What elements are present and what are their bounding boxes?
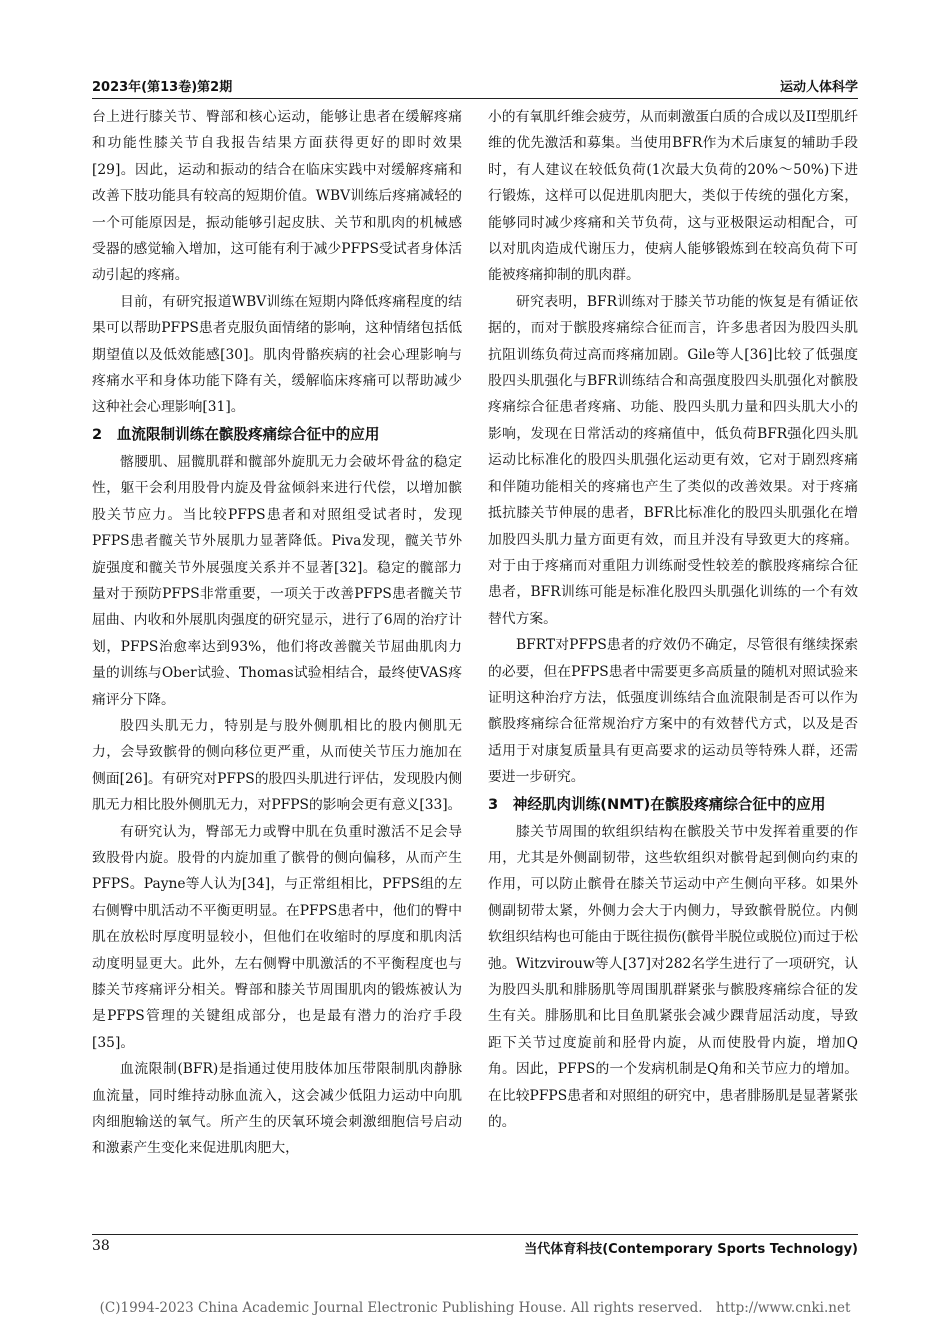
paragraph: 小的有氧肌纤维会疲劳，从而刺激蛋白质的合成以及II型肌纤维的优先激活和募集。当使用BFR作为术后康复的辅助手段时，有人建议在较低负荷(1次最大负荷的20%～50%)下进行锻炼，这样可以促进肌肉肥大，类似于传统的强化方案，能够同时减少疼痛和关节负荷，这与亚极限运动相配合，可以对肌肉造成代谢压力，使病人能够锻炼到在较高负荷下可能被疼痛抑制的肌肉群。 bbox=[488, 109, 858, 284]
running-header bbox=[92, 76, 858, 98]
paragraph: 膝关节周围的软组织结构在髌股关节中发挥着重要的作用，尤其是外侧副韧带，这些软组织对髌骨起到侧向约束的作用，可以防止髌骨在膝关节运动中产生侧向平移。如果外侧副韧带太紧，外侧力会大于内侧力，导致髌骨脱位。内侧软组织结构也可能由于既往损伤(髌骨半脱位或脱位)而过于松弛。Witzvirouw等人[37]对282名学生进行了一项研究，认为股四头肌和腓肠肌等周围肌群紧张与髌股疼痛综合征的发生有关。腓肠肌和比目鱼肌紧张会减少踝背屈活动度，导致距下关节过度旋前和胫骨内旋，从而使股骨内旋，增加Q角。因此，PFPS的一个发病机制是Q角和关节应力的增加。在比较PFPS患者和对照组的研究中，患者腓肠肌是显著紧张的。 bbox=[488, 823, 858, 1131]
paragraph: 台上进行膝关节、臀部和核心运动，能够让患者在缓解疼痛和功能性膝关节自我报告结果方面获得更好的即时效果[29]。因此，运动和振动的结合在临床实践中对缓解疼痛和改善下肢功能具有较高的短期价值。WBV训练后疼痛减轻的一个可能原因是，振动能够引起皮肤、关节和肌肉的机械感受器的感觉输入增加，这可能有利于减少PFPS受试者身体活动引起的疼痛。 bbox=[92, 109, 462, 284]
section-heading-2: 2 血流限制训练在髌股疼痛综合征中的应用 bbox=[92, 425, 380, 443]
journal-name: 当代体育科技(Contemporary Sports Technology) bbox=[524, 1242, 858, 1257]
section-title: 运动人体科学 bbox=[779, 80, 858, 95]
paragraph: 血流限制(BFR)是指通过使用肢体加压带限制肌肉静脉血流量，同时维持动脉血流入，这会减少低阻力运动中向肌肉细胞输送的氧气。所产生的厌氧环境会刺激细胞信号启动和激素产生变化来促进肌肉肥大， bbox=[92, 1061, 462, 1157]
paragraph: BFRT对PFPS患者的疗效仍不确定，尽管很有继续探索的必要，但在PFPS患者中需要更多高质量的随机对照试验来证明这种治疗方法，低强度训练结合血流限制是否可以作为髌股疼痛综合征常规治疗方案中的有效替代方式，以及是否适用于对康复质量具有更高要求的运动员等特殊人群，还需要进一步研究。 bbox=[488, 637, 858, 786]
paragraph: 研究表明，BFR训练对于膝关节功能的恢复是有循证依据的，而对于髌股疼痛综合征而言，许多患者因为股四头肌抗阻训练负荷过高而疼痛加剧。Gile等人[36]比较了低强度股四头肌强化与BFR训练结合和高强度股四头肌强化对髌股疼痛综合征患者疼痛、功能、股四头肌力量和四头肌大小的影响，发现在日常活动的疼痛值中，低负荷BFR强化四头肌运动比标准化的股四头肌强化运动更有效，它对于剧烈疼痛和伴随功能相关的疼痛也产生了类似的改善效果。对于疼痛抵抗膝关节伸展的患者，BFR比标准化的股四头肌强化在增加股四头肌力量方面更有效，而且并没有导致更大的疼痛。对于由于疼痛而对重阻力训练耐受性较差的髌股疼痛综合征患者，BFR训练可能是标准化股四头肌强化训练的一个有效替代方案。 bbox=[488, 293, 858, 627]
page-number: 38 bbox=[92, 1238, 110, 1254]
footer-rule bbox=[92, 1234, 858, 1235]
paragraph: 髂腰肌、屈髋肌群和髋部外旋肌无力会破坏骨盆的稳定性，躯干会利用股骨内旋及骨盆倾斜来进行代偿，以增加髌股关节应力。当比较PFPS患者和对照组受试者时，发现PFPS患者髋关节外展肌力显著降低。Piva发现，髋关节外旋强度和髋关节外展强度关系并不显著[32]。稳定的髋部力量对于预防PFPS非常重要，一项关于改善PFPS患者髋关节屈曲、内收和外展肌肉强度的研究显示，进行了6周的治疗计划，PFPS治愈率达到93%，他们将改善髋关节屈曲肌肉力量的训练与Ober试验、Thomas试验相结合，最终使VAS疼痛评分下降。 bbox=[92, 453, 462, 708]
paragraph: 目前，有研究报道WBV训练在短期内降低疼痛程度的结果可以帮助PFPS患者克服负面情绪的影响，这种情绪包括低期望值以及低效能感[30]。肌肉骨骼疾病的社会心理影响与疼痛水平和身体功能下降有关，缓解临床疼痛可以帮助减少这种社会心理影响[31]。 bbox=[92, 293, 462, 416]
issue-info: 2023年(第13卷)第2期 bbox=[92, 80, 233, 95]
section-heading-3: 3 神经肌肉训练(NMT)在髌股疼痛综合征中的应用 bbox=[488, 795, 826, 813]
right-column bbox=[488, 104, 858, 1224]
paragraph: 股四头肌无力，特别是与股外侧肌相比的股内侧肌无力，会导致髌骨的侧向移位更严重，从而使关节压力施加在侧面[26]。有研究对PFPS的股四头肌进行评估，发现股内侧肌无力相比股外侧肌无力，对PFPS的影响会更有意义[33]。 bbox=[92, 717, 462, 814]
paragraph: 有研究认为，臀部无力或臀中肌在负重时激活不足会导致股骨内旋。股骨的内旋加重了髌骨的侧向偏移，从而产生PFPS。Payne等人认为[34]，与正常组相比，PFPS组的左右侧臀中肌活动不平衡更明显。在PFPS患者中，他们的臀中肌在放松时厚度明显较小，但他们在收缩时的厚度和肌肉活动度明显更大。此外，左右侧臀中肌激活的不平衡程度也与膝关节疼痛评分相关。臀部和膝关节周围肌肉的锻炼被认为是PFPS管理的关键组成部分，也是最有潜力的治疗手段[35]。 bbox=[92, 823, 462, 1051]
running-footer bbox=[92, 1238, 858, 1260]
copyright-watermark: (C)1994-2023 China Academic Journal Electronic Publishing House. All rights reserved. http://www.cnki.net bbox=[99, 1300, 851, 1316]
header-rule bbox=[92, 98, 858, 99]
left-column bbox=[92, 104, 462, 1224]
